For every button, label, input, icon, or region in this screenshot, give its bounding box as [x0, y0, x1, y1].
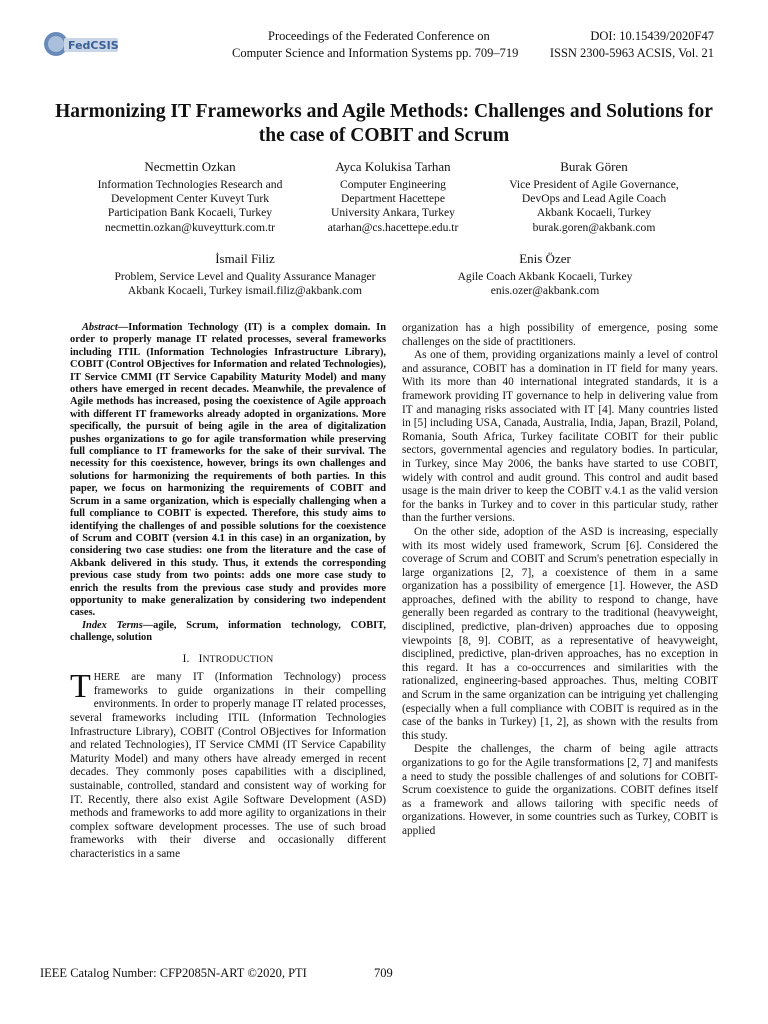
author-email: enis.ozer@akbank.com [490, 284, 600, 298]
body-paragraph: organization has a high possibility of emergence, posing some challenges on the side of practitioners. [402, 322, 718, 348]
author-block [474, 158, 714, 235]
index-terms-text: —agile, Scrum, information technology, COBIT, challenge, solution [70, 619, 386, 644]
paper-title: Harmonizing IT Frameworks and Agile Methods: Challenges and Solutions for the case of COBIT and Scrum [55, 101, 713, 146]
author-name: Enis Özer [519, 251, 571, 266]
header-doi [550, 28, 714, 62]
author-affiliation-line: Vice President of Agile Governance, [509, 178, 679, 191]
author-affiliation-line: Participation Bank Kocaeli, Turkey [107, 206, 273, 220]
author-affiliation-line: Computer Engineering [340, 178, 446, 191]
section-first-letter: I [198, 652, 203, 665]
page-number: 709 [374, 966, 393, 980]
header-proceedings [232, 28, 519, 62]
author-email: atarhan@cs.hacettepe.edu.tr [327, 220, 459, 234]
index-terms-lead: Index Terms [82, 619, 143, 631]
author-affiliation-line: University Ankara, Turkey [331, 206, 455, 220]
author-block [420, 250, 670, 298]
author-name: Necmettin Ozkan [144, 159, 236, 174]
footer-catalog: IEEE Catalog Number: CFP2085N-ART ©2020, PTI [40, 966, 307, 980]
author-email: necmettin.ozkan@kuveytturk.com.tr [104, 220, 276, 234]
abstract-text: —Information Technology (IT) is a complex domain. In order to properly manage IT related processes, several frameworks including ITIL (Information Technologies Infrastructure Library), COBIT (Control OBjectives for Information and related Technologies), IT Service CMMI (IT Service Capability Maturity Model) and many others have emerged in recent decades. Meanwhile, the prevalence of Agile methods has increased, posing the coexistence of Agile approach with different IT frameworks already adopted in organizations. More specifically, the pursuit of being agile in the area of digitalization pushes organizations to go for agile transformation while preserving full compliance to IT frameworks for the sake of their survival. The necessity for this coexistence, however, brings its own challenges and solutions for harmonizing the requirements of both parties. In this paper, we focus on harmonizing the requirements of COBIT and Scrum in a same organization, which is especially challenging when a full compliance to COBIT is expected. Therefore, this study aims to identifying the challenges of and possible solutions for the coexistence of Scrum and COBIT (version 4.1 in this case) in an organization, by considering two case studies: one from the literature and the case of Akbank delivered in this study. Thus, it extends the corresponding previous case study from two points: adds one more case study to enrich the results from the previous case study and provides more opportunity to make generalization by considering two independent cases. [70, 322, 386, 619]
author-block [70, 158, 310, 235]
header-right-line1: DOI: 10.15439/2020F47 [590, 29, 714, 43]
intro-text: are many IT (Information Technology) process frameworks to guide organizations in their compelling environments. In order to properly manage IT related processes, several frameworks including ITIL (Information Technologies Infrastructure Library), COBIT (Control OBjectives for Information and related Technologies), IT Service CMMI (IT Service Capability Maturity Model) and many others have already emerged in recent decades. They commonly poses capabilities with a disciplined, sustainable, controlled, standard and consistent way of working for IT. Recently, there also exist Agile Software Development (ASD) methods and frameworks to add more agility to organizations in their complex software development processes. The use of such broad frameworks with their diverse and occasionally different characteristics in a same [70, 671, 386, 860]
author-affiliation-line: Department Hacettepe [341, 192, 445, 206]
fedcsis-logo-icon [42, 27, 120, 61]
body-paragraph: Despite the challenges, the charm of being agile attracts organizations to go for the Agile transformations [2, 7] and manifests a need to study the possible challenges of and solutions for COBIT-Scrum coexistence to guide the organizations. COBIT defines itself as a framework and allows tailoring with specific needs of organizations. However, in some countries such as Turkey, COBIT is applied [402, 743, 718, 837]
author-name: İsmail Filiz [215, 251, 275, 266]
left-column [70, 322, 386, 861]
author-block [298, 158, 488, 235]
intro-caps: HERE [93, 672, 120, 684]
author-email: burak.goren@akbank.com [532, 220, 656, 234]
abstract [70, 322, 386, 620]
intro-paragraph [70, 668, 386, 861]
author-affiliation-line: DevOps and Lead Agile Coach [521, 192, 667, 206]
drop-cap: T [70, 668, 91, 706]
author-affiliation-line: Akbank Kocaeli, Turkey ismail.filiz@akbank.com [127, 284, 363, 298]
body-paragraph: As one of them, providing organizations mainly a level of control and assurance, COBIT has a domination in IT field for many years. With its more than 40 international integrated standards, it is a framework providing IT governance to help in delivering value from IT and managing risks associated with IT [4]. Many countries listed in [5] including USA, Canada, Australia, India, Japan, Brazil, Poland, Romania, South Africa, Turkey facilitate COBIT for their public sectors, governmental agencies and regulatory bodies. In particular, in Turkey, since May 2006, the banks have started to use COBIT, widely with control and audit ground. This control and audit based usage is the main driver to keep the COBIT v.4.1 as the valid version for the banks in Turkey and to cover in this particular study, rather than the further versions. [402, 349, 718, 525]
author-affiliation-line: Development Center Kuveyt Turk [110, 192, 270, 206]
author-affiliation-line: Information Technologies Research and [97, 178, 283, 191]
section-number: I. [182, 652, 190, 665]
author-affiliation-line: Problem, Service Level and Quality Assurance Manager [114, 270, 376, 283]
author-affiliation-line: Akbank Kocaeli, Turkey [536, 206, 652, 220]
section-heading [70, 653, 386, 668]
body-paragraph: On the other side, adoption of the ASD is increasing, especially with its most widely used framework, Scrum [6]. Considered the coverage of Scrum and COBIT and Scrum's penetration especially in large organizations [2, 7], a coexistence of them in a same organization has a possibility of emergence [1]. However, the ASD approaches, defined with the ability to respond to change, have generally been regarded as contrary to the traditional (heavyweight, disciplined, predictive, plan-driven) approaches due to opposing viewpoints [8, 9]. COBIT, as a representative of heavyweight, disciplined, predictive, plan-driven approaches, has no exception in this regard. It has a co-occurrences and similarities with the rationalized, engineering-based approaches. Thus, melting COBIT and Scrum in the same organization can be intriguing yet challenging (especially when a full compliance with COBIT is required as in the case of the banks in Turkey) [1, 2], as shown with the results from this study. [402, 525, 718, 742]
author-name: Ayca Kolukisa Tarhan [335, 159, 451, 174]
logo-text: FedCSIS [68, 39, 119, 52]
abstract-lead: Abstract [82, 322, 118, 333]
section-title-rest: NTRODUCTION [202, 654, 274, 665]
index-terms [70, 620, 386, 645]
author-name: Burak Gören [560, 159, 628, 174]
header-center-line1: Proceedings of the Federated Conference on [268, 29, 490, 43]
right-column [402, 322, 718, 839]
header-center-line2: Computer Science and Information Systems pp. 709–719 [232, 46, 519, 60]
header-right-line2: ISSN 2300-5963 ACSIS, Vol. 21 [549, 46, 714, 60]
author-affiliation-line: Agile Coach Akbank Kocaeli, Turkey [457, 270, 633, 283]
author-block [80, 250, 410, 298]
